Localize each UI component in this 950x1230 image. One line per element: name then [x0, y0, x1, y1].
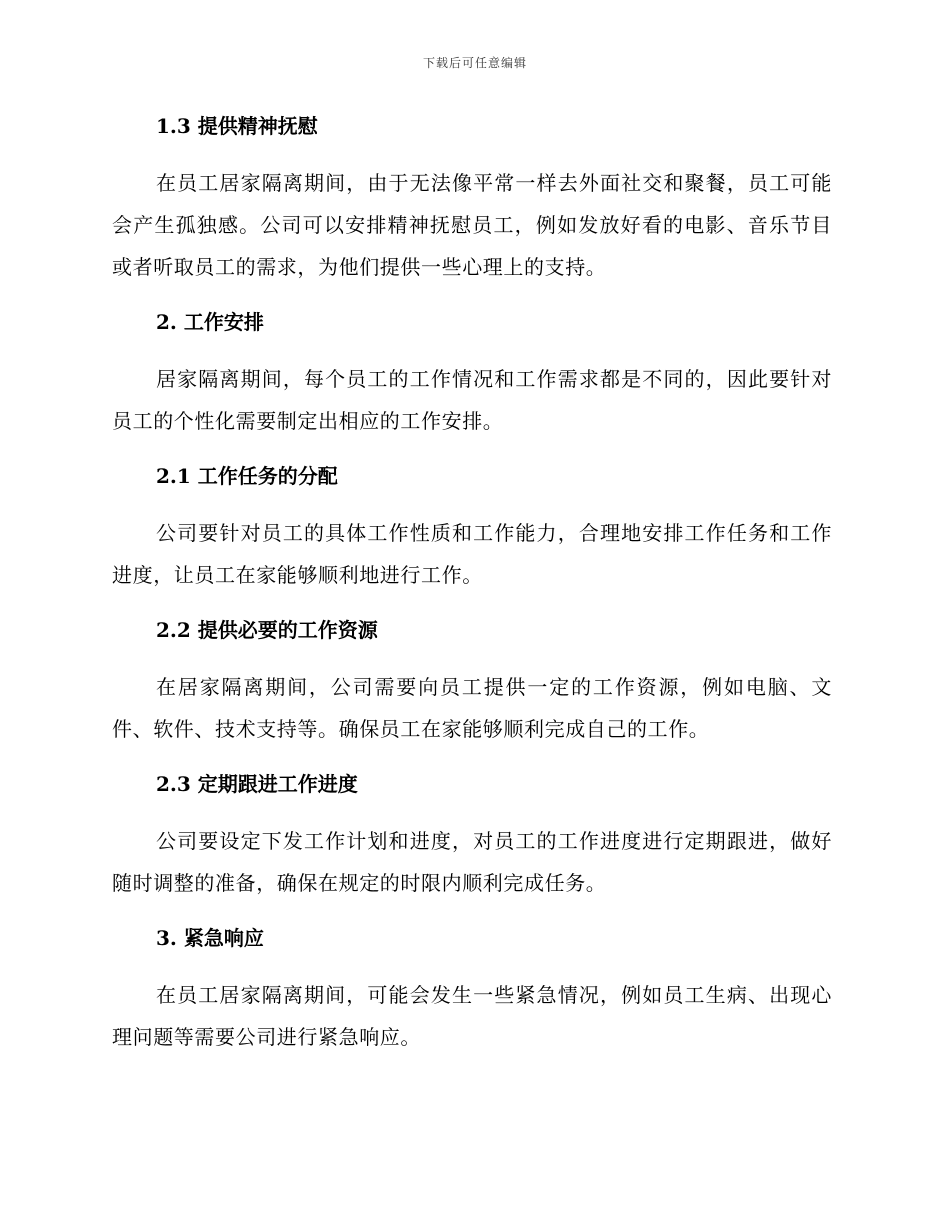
section-paragraph-1-3: 在员工居家隔离期间，由于无法像平常一样去外面社交和聚餐，员工可能会产生孤独感。公司可以安排精神抚慰员工，例如发放好看的电影、音乐节目或者听取员工的需求，为他们提供一些心理上的支持。: [112, 171, 832, 279]
section-paragraph-2-1: 公司要针对员工的具体工作性质和工作能力，合理地安排工作任务和工作进度，让员工在家能够顺利地进行工作。: [112, 521, 832, 587]
document-body: [112, 104, 832, 1058]
section-paragraph-3: 在员工居家隔离期间，可能会发生一些紧急情况，例如员工生病、出现心理问题等需要公司进行紧急响应。: [112, 983, 832, 1049]
section-paragraph-2-3: 公司要设定下发工作计划和进度，对员工的工作进度进行定期跟进，做好随时调整的准备，确保在规定的时限内顺利完成任务。: [112, 829, 832, 895]
section-paragraph-2: 居家隔离期间，每个员工的工作情况和工作需求都是不同的，因此要针对员工的个性化需要制定出相应的工作安排。: [112, 367, 832, 433]
section-heading-2-3: 2.3 定期跟进工作进度: [156, 772, 358, 796]
section-heading-3: 3. 紧急响应: [156, 926, 264, 950]
section-paragraph-2-2: 在居家隔离期间，公司需要向员工提供一定的工作资源，例如电脑、文件、软件、技术支持等。确保员工在家能够顺利完成自己的工作。: [112, 675, 832, 741]
section-heading-2-2: 2.2 提供必要的工作资源: [156, 618, 378, 642]
section-heading-1-3: 1.3 提供精神抚慰: [156, 114, 318, 138]
section-heading-2: 2. 工作安排: [156, 310, 264, 334]
section-heading-2-1: 2.1 工作任务的分配: [156, 464, 338, 488]
header-note: 下载后可任意编辑: [422, 56, 527, 70]
